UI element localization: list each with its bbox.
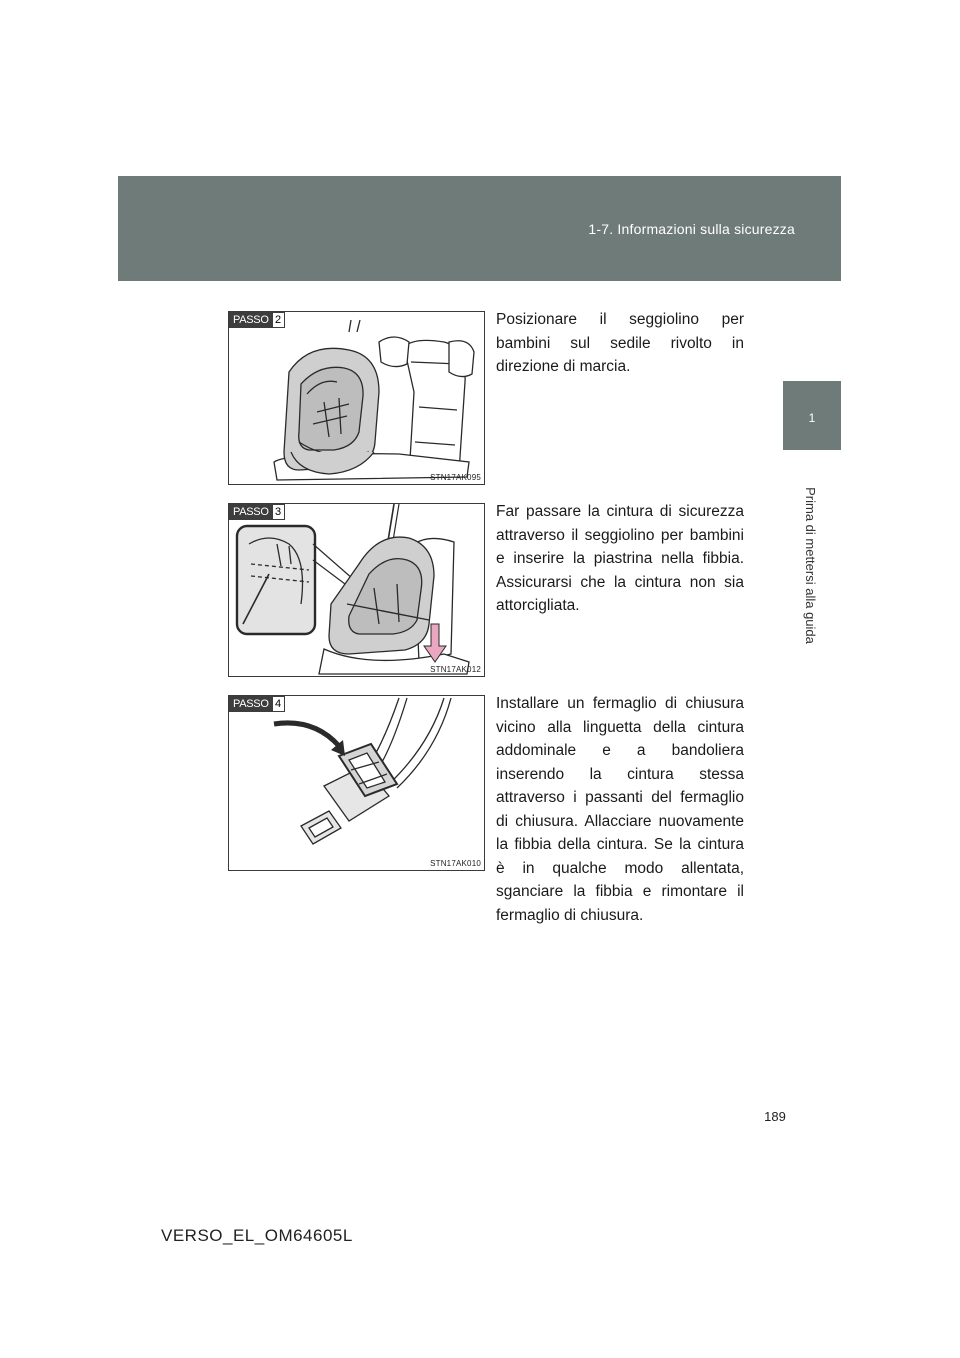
step-badge-label: PASSO <box>229 696 273 712</box>
child-seat-belt-routing-illustration <box>229 504 484 676</box>
chapter-side-label <box>760 480 860 650</box>
step-badge-label: PASSO <box>229 312 273 328</box>
step-badge-number: 2 <box>273 312 285 328</box>
step-3-text: Far passare la cintura di sicurezza attraverso il seggiolino per bambini e inserire la piastrina nella fibbia. Assicurarsi che la cintura non sia attorcigliata. <box>496 503 744 614</box>
step-2-badge <box>229 312 285 328</box>
section-header-band <box>118 176 841 281</box>
step-badge-label: PASSO <box>229 504 273 520</box>
figure-code: STN17AK095 <box>430 473 481 482</box>
step-badge-number: 4 <box>273 696 285 712</box>
footer-document-code: VERSO_EL_OM64605L <box>161 1226 353 1245</box>
step-4-text: Installare un fermaglio di chiusura vicino alla linguetta della cintura addominale e a bandoliera inserendo la cintura stessa attraverso i passanti del fermaglio di chiusura. Allacciare nuovamente la fibbia della cintura. Se la cintura è in qualche modo allentata, sganciare la fibbia e rimontare il fermaglio di chiusura. <box>496 695 744 924</box>
step-3-figure <box>228 503 485 677</box>
step-4-badge <box>229 696 285 712</box>
chapter-number: 1 <box>808 411 816 425</box>
step-2-figure <box>228 311 485 485</box>
child-seat-forward-illustration <box>229 312 484 484</box>
figure-code: STN17AK012 <box>430 665 481 674</box>
chapter-tab <box>783 381 841 450</box>
page-number: 189 <box>764 1109 786 1124</box>
locking-clip-illustration <box>229 696 484 870</box>
step-badge-number: 3 <box>273 504 285 520</box>
step-4-figure <box>228 695 485 871</box>
section-title: 1-7. Informazioni sulla sicurezza <box>588 221 795 237</box>
chapter-label-text: Prima di mettersi alla guida <box>802 486 818 644</box>
step-2-text: Posizionare il seggiolino per bambini sul sedile rivolto in direzione di marcia. <box>496 311 744 375</box>
step-3-badge <box>229 504 285 520</box>
figure-code: STN17AK010 <box>430 859 481 868</box>
